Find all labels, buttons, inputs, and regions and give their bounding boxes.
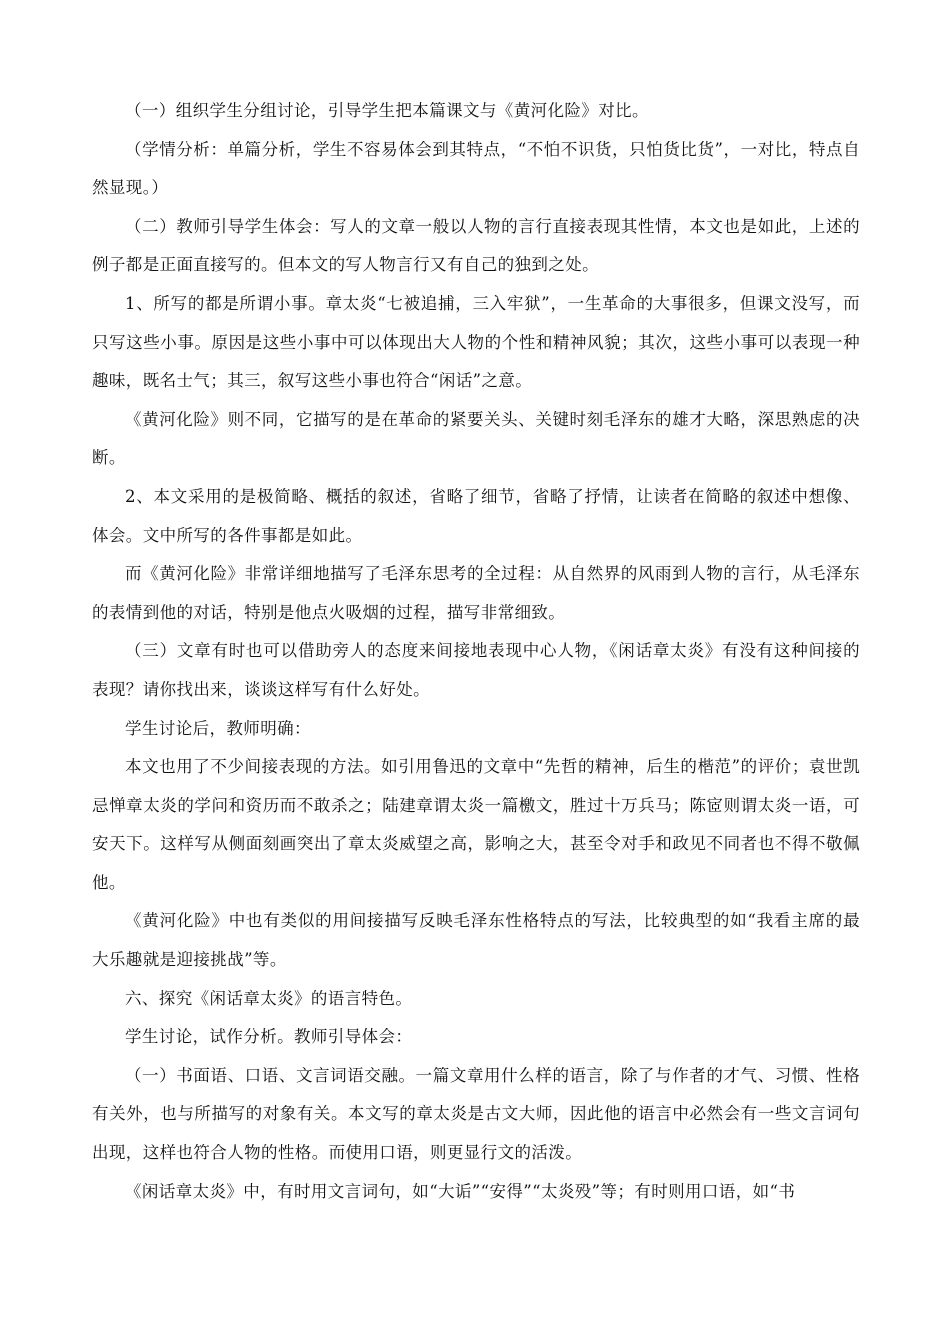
paragraph: 学生讨论，试作分析。教师引导体会： bbox=[125, 1027, 413, 1047]
paragraph: 1、所写的都是所谓小事。章太炎“七被追捕，三入牢狱”，一生革命的大事很多，但课文没写，而只写这些小事。原因是这些小事中可以体现出大人物的个性和精神风貌；其次，这些小事可以表现一种趣味，既名士气；其三，叙写这些小事也符合“闲话”之意。 bbox=[92, 293, 860, 391]
paragraph: 学生讨论后，教师明确： bbox=[125, 718, 311, 738]
section-heading: 六、探究《闲话章太炎》的语言特色。 bbox=[125, 988, 413, 1008]
paragraph: 《黄河化险》则不同，它描写的是在革命的紧要关头、关键时刻毛泽东的雄才大略，深思熟虑的决断。 bbox=[92, 409, 860, 468]
paragraph: （三）文章有时也可以借助旁人的态度来间接地表现中心人物，《闲话章太炎》有没有这种间接的表现？请你找出来，谈谈这样写有什么好处。 bbox=[92, 641, 860, 699]
paragraph: 2、本文采用的是极简略、概括的叙述，省略了细节，省略了抒情，让读者在简略的叙述中想像、体会。文中所写的各件事都是如此。 bbox=[92, 486, 860, 545]
paragraph: （一）组织学生分组讨论，引导学生把本篇课文与《黄河化险》对比。 bbox=[125, 101, 649, 120]
paragraph: 而《黄河化险》非常详细地描写了毛泽东思考的全过程：从自然界的风雨到人物的言行，从毛泽东的表情到他的对话，特别是他点火吸烟的过程，描写非常细致。 bbox=[92, 564, 860, 622]
paragraph: 本文也用了不少间接表现的方法。如引用鲁迅的文章中“先哲的精神，后生的楷范”的评价；袁世凯忌惮章太炎的学问和资历而不敢杀之；陆建章谓太炎一篇檄文，胜过十万兵马；陈宧则谓太炎一语，可安天下。这样写从侧面刻画突出了章太炎威望之高，影响之大，甚至令对手和政见不同者也不得不敬佩他。 bbox=[92, 757, 860, 892]
paragraph: （学情分析：单篇分析，学生不容易体会到其特点，“不怕不识货，只怕货比货”，一对比，特点自然显现。） bbox=[92, 139, 860, 198]
paragraph: （一）书面语、口语、文言词语交融。一篇文章用什么样的语言，除了与作者的才气、习惯、性格有关外，也与所描写的对象有关。本文写的章太炎是古文大师，因此他的语言中必然会有一些文言词句出现，这样也符合人物的性格。而使用口语，则更显行文的活泼。 bbox=[92, 1065, 860, 1163]
paragraph: 《闲话章太炎》中，有时用文言词句，如“大诟”“安得”“太炎殁”等；有时则用口语，如“书 bbox=[125, 1181, 796, 1201]
document-page bbox=[92, 92, 860, 1211]
paragraph: 《黄河化险》中也有类似的用间接描写反映毛泽东性格特点的写法，比较典型的如“我看主席的最大乐趣就是迎接挑战”等。 bbox=[92, 911, 860, 970]
paragraph: （二）教师引导学生体会：写人的文章一般以人物的言行直接表现其性情，本文也是如此，上述的例子都是正面直接写的。但本文的写人物言行又有自己的独到之处。 bbox=[92, 216, 860, 275]
